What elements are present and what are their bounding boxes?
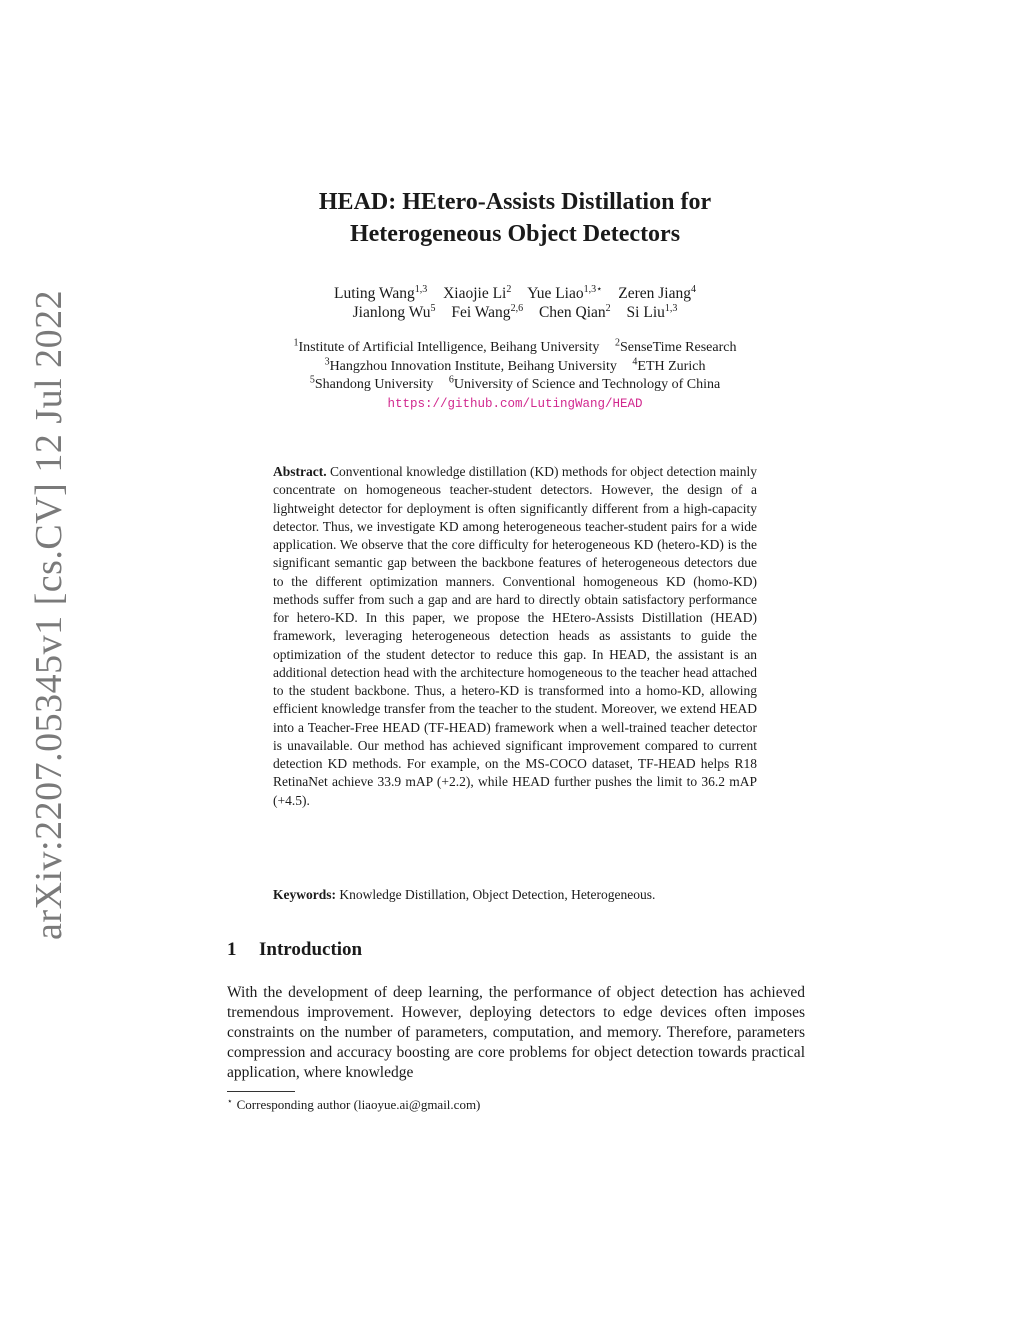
author: Zeren Jiang$^4$ <box>618 283 696 302</box>
section-number: 1 <box>227 939 237 960</box>
footnote-mark: ⋆ <box>227 1095 233 1106</box>
github-link[interactable]: https://github.com/LutingWang/HEAD <box>387 396 643 411</box>
arxiv-identifier-stamp: arXiv:2207.05345v1 [cs.CV] 12 Jul 2022 <box>28 289 70 940</box>
intro-paragraph: With the development of deep learning, the performance of object detection has achieved tremendous improvement. However, deploying detectors to edge devices often imposes constraints on the number of parameters, computation, and memory. Therefore, parameters compression and accuracy boosting are core problems for object detection towards practical application, where knowledge <box>227 984 805 1081</box>
abstract <box>273 463 757 810</box>
author: Yue Liao$^{1,3⋆}$ <box>527 283 603 302</box>
affiliation: $^3$Hangzhou Innovation Institute, Beihang University <box>324 355 617 374</box>
footnote-divider <box>227 1091 295 1092</box>
section-heading <box>227 938 362 962</box>
footnote <box>227 1096 480 1113</box>
footnote-text: Corresponding author (liaoyue.ai@gmail.com) <box>236 1097 481 1112</box>
author: Fei Wang$^{2,6}$ <box>451 302 524 321</box>
keywords-label: Keywords: <box>273 887 336 902</box>
author: Xiaojie Li$^2$ <box>443 283 512 302</box>
author: Chen Qian$^2$ <box>538 302 611 321</box>
author-list <box>200 284 830 322</box>
abstract-text: Conventional knowledge distillation (KD) methods for object detection mainly concentrate on homogeneous teacher-student detectors. However, the design of a lightweight detector for deployment is often significantly different from a high-capacity detector. Thus, we investigate KD among heterogeneous teacher-student pairs for a wide application. We observe that the core difficulty for heterogeneous KD (hetero-KD) is the significant semantic gap between the backbone features of heterogeneous detectors due to the different optimization manners. Conventional homogeneous KD (homo-KD) methods suffer from such a gap and are hard to directly obtain satisfactory performance for hetero-KD. In this paper, we propose the HEtero-Assists Distillation (HEAD) framework, leveraging heterogeneous detection heads as assistants to guide the optimization of the student detector to reduce this gap. In HEAD, the assistant is an additional detection head with the architecture homogeneous to the teacher head attached to the student backbone. Thus, a hetero-KD is transformed into a homo-KD, allowing efficient knowledge transfer from the teacher to the student. Moreover, we extend HEAD into a Teacher-Free HEAD (TF-HEAD) framework when a well-trained teacher detector is unavailable. Our method has achieved significant improvement compared to current detection KD methods. For example, on the MS-COCO dataset, TF-HEAD helps R18 RetinaNet achieve 33.9 mAP (+2.2), while HEAD further pushes the limit to 36.2 mAP (+4.5). <box>273 464 757 808</box>
author: Luting Wang$^{1,3}$ <box>334 283 428 302</box>
title-line-2: Heterogeneous Object Detectors <box>349 221 681 247</box>
affiliation-row-1 <box>200 339 830 358</box>
author: Jianlong Wu$^5$ <box>352 302 436 321</box>
affiliation-row-2 <box>200 355 830 377</box>
url-row <box>200 395 830 414</box>
affiliation-row-3 <box>200 376 830 395</box>
section-title: Introduction <box>259 939 363 960</box>
affiliation: $^1$Institute of Artificial Intelligence, Beihang University <box>293 337 600 355</box>
title-line-1: HEAD: HEtero-Assists Distillation for <box>318 189 712 215</box>
affiliation: $^5$Shandong University <box>309 374 434 392</box>
paper-title <box>200 186 830 250</box>
author-row-1 <box>200 284 830 303</box>
affiliation: $^6$University of Science and Technology of China <box>448 374 721 392</box>
keywords <box>273 886 757 904</box>
author: Si Liu$^{1,3}$ <box>626 302 678 321</box>
author-row-2 <box>200 303 830 322</box>
affiliation: $^2$SenseTime Research <box>614 337 737 355</box>
affiliation: $^4$ETH Zurich <box>632 355 706 374</box>
keywords-text: Knowledge Distillation, Object Detection, Heterogeneous. <box>339 887 656 902</box>
abstract-label: Abstract. <box>273 464 327 479</box>
affiliation-list <box>200 339 830 413</box>
